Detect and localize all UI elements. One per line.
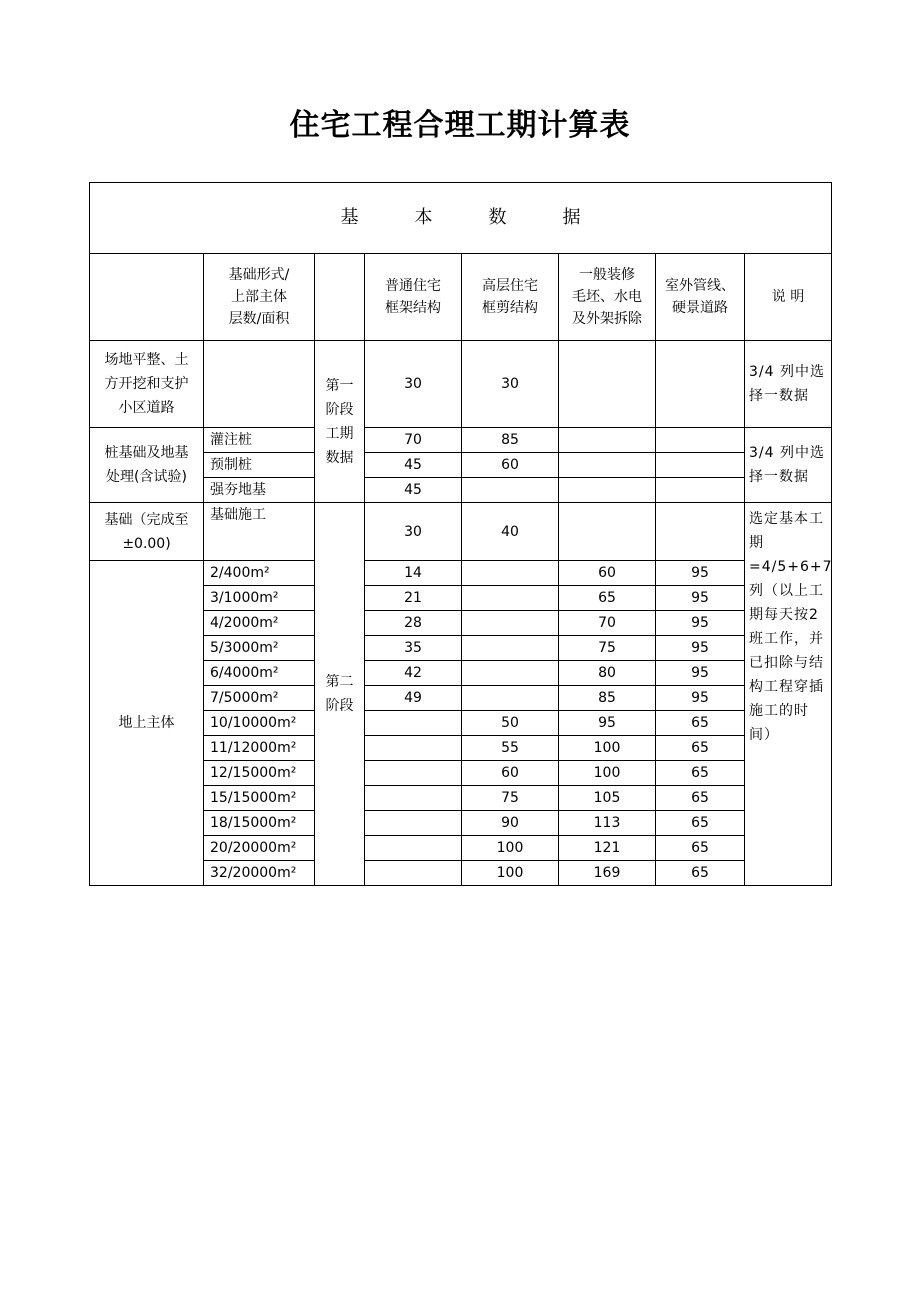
table-row — [90, 341, 832, 428]
upper-spec: 5/3000m² — [204, 636, 315, 661]
stage-2-label: 第二 阶段 — [315, 503, 365, 886]
cell-value — [462, 478, 559, 503]
cell-empty — [656, 453, 745, 478]
cell-value — [462, 611, 559, 636]
header-decoration: 一般装修 毛坯、水电 及外架拆除 — [559, 254, 656, 341]
cell-value: 100 — [462, 861, 559, 886]
note-pile: 3/4 列中选择一数据 — [745, 428, 832, 503]
cell-value: 65 — [656, 836, 745, 861]
upper-spec: 20/20000m² — [204, 836, 315, 861]
cell-empty — [559, 478, 656, 503]
cell-value: 60 — [559, 561, 656, 586]
cell-empty — [559, 428, 656, 453]
cell-value: 65 — [656, 711, 745, 736]
cell-value: 55 — [462, 736, 559, 761]
cell-value — [365, 711, 462, 736]
cell-value — [462, 686, 559, 711]
cell-value: 95 — [656, 661, 745, 686]
pile-type: 强夯地基 — [204, 478, 315, 503]
note-site: 3/4 列中选择一数据 — [745, 341, 832, 428]
cell-value: 95 — [656, 586, 745, 611]
table-row — [90, 428, 832, 453]
cell-value: 65 — [656, 786, 745, 811]
cell-value: 100 — [462, 836, 559, 861]
header-foundation-type: 基础形式/ 上部主体 层数/面积 — [204, 254, 315, 341]
page-title: 住宅工程合理工期计算表 — [289, 108, 631, 143]
cell-empty — [559, 503, 656, 561]
label-upper: 地上主体 — [90, 561, 204, 886]
pile-type: 灌注桩 — [204, 428, 315, 453]
cell-empty — [656, 341, 745, 428]
cell-value: 100 — [559, 761, 656, 786]
cell-value — [365, 786, 462, 811]
banner-char: 据 — [562, 207, 581, 228]
upper-spec: 12/15000m² — [204, 761, 315, 786]
label-foundation: 基础（完成至 ±0.00) — [90, 503, 204, 561]
cell-value: 65 — [656, 861, 745, 886]
cell-empty — [656, 428, 745, 453]
cell-value: 95 — [656, 561, 745, 586]
cell-value: 80 — [559, 661, 656, 686]
cell-value: 45 — [365, 478, 462, 503]
cell-value: 60 — [462, 453, 559, 478]
upper-spec: 10/10000m² — [204, 711, 315, 736]
cell-value: 28 — [365, 611, 462, 636]
cell-value: 113 — [559, 811, 656, 836]
cell-value: 121 — [559, 836, 656, 861]
cell-value: 30 — [462, 341, 559, 428]
cell-value: 65 — [656, 736, 745, 761]
banner-basic-data — [90, 183, 832, 254]
cell-value — [365, 736, 462, 761]
cell-value: 45 — [365, 453, 462, 478]
header-notes: 说 明 — [745, 254, 832, 341]
cell-value: 30 — [365, 341, 462, 428]
cell-value — [462, 586, 559, 611]
table-row — [90, 561, 832, 586]
cell-empty — [559, 341, 656, 428]
header-row — [90, 254, 832, 341]
cell-value: 30 — [365, 503, 462, 561]
cell-value: 100 — [559, 736, 656, 761]
label-site: 场地平整、土 方开挖和支护 小区道路 — [90, 341, 204, 428]
cell-value: 60 — [462, 761, 559, 786]
cell-value: 42 — [365, 661, 462, 686]
upper-spec: 18/15000m² — [204, 811, 315, 836]
upper-spec: 2/400m² — [204, 561, 315, 586]
cell-value: 35 — [365, 636, 462, 661]
upper-spec: 11/12000m² — [204, 736, 315, 761]
foundation-type: 基础施工 — [204, 503, 315, 561]
cell-value: 65 — [559, 586, 656, 611]
cell-value — [365, 836, 462, 861]
label-pile: 桩基础及地基 处理(含试验) — [90, 428, 204, 503]
upper-spec: 3/1000m² — [204, 586, 315, 611]
cell-empty — [559, 453, 656, 478]
cell-empty — [204, 341, 315, 428]
cell-value: 85 — [559, 686, 656, 711]
cell-value: 95 — [656, 686, 745, 711]
cell-value — [462, 636, 559, 661]
banner-char: 数 — [488, 207, 507, 228]
cell-value: 95 — [559, 711, 656, 736]
cell-value: 75 — [462, 786, 559, 811]
cell-value — [365, 811, 462, 836]
cell-value — [462, 561, 559, 586]
header-empty — [90, 254, 204, 341]
cell-value: 21 — [365, 586, 462, 611]
header-shear-wall: 高层住宅 框剪结构 — [462, 254, 559, 341]
cell-value: 65 — [656, 811, 745, 836]
banner-char: 本 — [414, 207, 433, 228]
upper-spec: 7/5000m² — [204, 686, 315, 711]
upper-spec: 15/15000m² — [204, 786, 315, 811]
pile-type: 预制桩 — [204, 453, 315, 478]
cell-value: 49 — [365, 686, 462, 711]
banner-char: 基 — [340, 207, 359, 228]
cell-value — [462, 661, 559, 686]
cell-value: 105 — [559, 786, 656, 811]
cell-value: 70 — [365, 428, 462, 453]
cell-value: 85 — [462, 428, 559, 453]
cell-value: 65 — [656, 761, 745, 786]
note-main: 选定基本工期=4/5+6+7 列（以上工期每天按2班工作，并已扣除与结构工程穿插施工的时间） — [745, 503, 832, 886]
header-stage-empty — [315, 254, 365, 341]
cell-value: 95 — [656, 611, 745, 636]
cell-value: 95 — [656, 636, 745, 661]
cell-value: 90 — [462, 811, 559, 836]
cell-value: 169 — [559, 861, 656, 886]
table-row — [90, 503, 832, 561]
header-frame: 普通住宅 框架结构 — [365, 254, 462, 341]
cell-value: 70 — [559, 611, 656, 636]
cell-empty — [656, 478, 745, 503]
cell-value: 50 — [462, 711, 559, 736]
cell-value: 14 — [365, 561, 462, 586]
banner-row — [90, 183, 832, 254]
duration-table — [89, 182, 832, 886]
header-outdoor: 室外管线、 硬景道路 — [656, 254, 745, 341]
cell-value: 75 — [559, 636, 656, 661]
cell-value — [365, 861, 462, 886]
cell-empty — [656, 503, 745, 561]
upper-spec: 32/20000m² — [204, 861, 315, 886]
stage-1-label: 第一 阶段 工期 数据 — [315, 341, 365, 503]
cell-value — [365, 761, 462, 786]
upper-spec: 4/2000m² — [204, 611, 315, 636]
cell-value: 40 — [462, 503, 559, 561]
upper-spec: 6/4000m² — [204, 661, 315, 686]
